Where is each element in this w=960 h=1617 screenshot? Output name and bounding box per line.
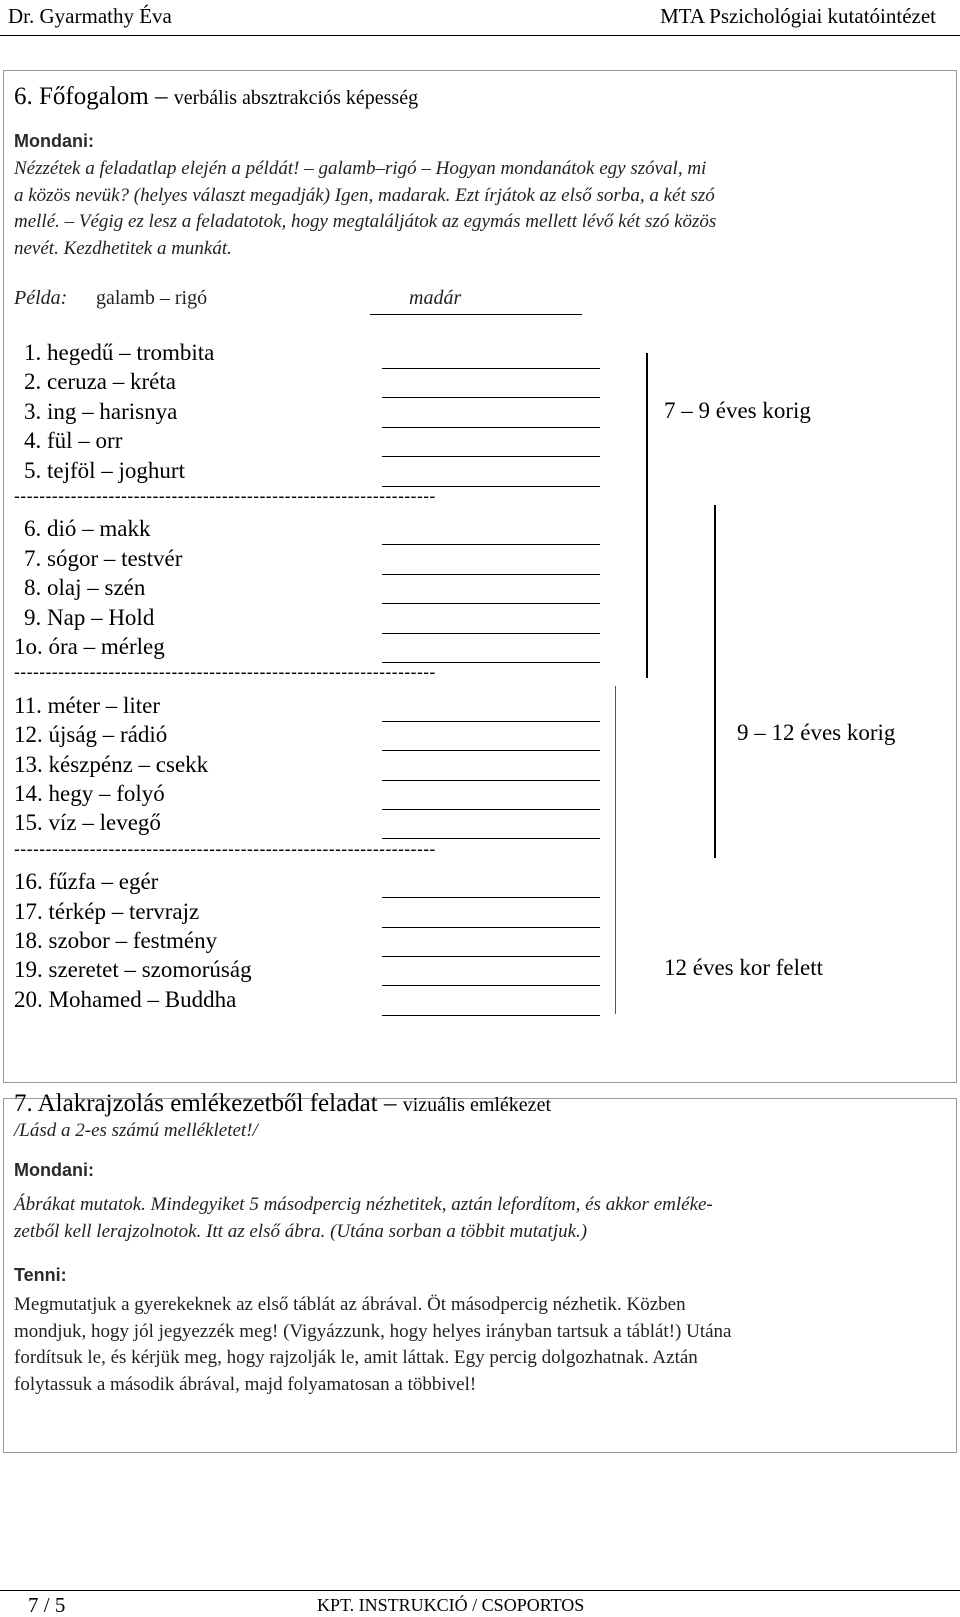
group-separator: -------------------------------------------------------------------: [14, 486, 436, 506]
instruction-line: a közös nevük? (helyes választ megadják) Igen, madarak. Ezt írjátok az első sorba, a két szó: [14, 184, 715, 206]
tenni-line: Megmutatjuk a gyerekeknek az első táblát az ábrával. Öt másodpercig nézhetik. Közben: [14, 1294, 686, 1315]
answer-blank[interactable]: [382, 956, 600, 957]
answer-blank[interactable]: [382, 574, 600, 575]
institution-name: MTA Pszichológiai kutatóintézet: [660, 4, 936, 28]
age-group-label: 7 – 9 éves korig: [664, 398, 811, 423]
section-7-subtitle: vizuális emlékezet: [402, 1094, 551, 1116]
mondani-label: Mondani:: [14, 131, 94, 151]
word-pair-item: 11. méter – liter: [14, 693, 161, 718]
age-group-label: 9 – 12 éves korig: [737, 720, 896, 745]
word-pair-item: 18. szobor – festmény: [14, 928, 218, 953]
attachment-reference: /Lásd a 2-es számú mellékletet!/: [14, 1120, 258, 1141]
answer-blank[interactable]: [382, 721, 600, 722]
section-7-box: [3, 1098, 957, 1453]
word-pair-item: 5. tejföl – joghurt: [24, 458, 185, 483]
instruction-line: Nézzétek a feladatlap elején a példát! – galamb–rigó – Hogyan mondanátok egy szóval, mi: [14, 158, 707, 179]
example-label: Példa:: [14, 287, 68, 309]
answer-blank[interactable]: [382, 368, 600, 369]
word-pair-item: 14. hegy – folyó: [14, 781, 165, 806]
word-pair-item: 12. újság – rádió: [14, 722, 168, 747]
instruction-line: nevét. Kezdhetitek a munkát.: [14, 237, 232, 259]
answer-blank[interactable]: [382, 750, 600, 751]
tenni-line: folytassuk a második ábrával, majd folyamatosan a többivel!: [14, 1373, 477, 1395]
page-number: 7 / 5: [28, 1593, 66, 1617]
age-bracket-line: [615, 686, 616, 1014]
section-7-tenni-text: [14, 1292, 921, 1398]
section-7-mondani-text: [14, 1192, 921, 1245]
answer-blank[interactable]: [382, 1015, 600, 1016]
answer-blank[interactable]: [382, 897, 600, 898]
word-pair-item: 15. víz – levegő: [14, 810, 161, 835]
section-6-subtitle: verbális absztrakciós képesség: [173, 87, 419, 109]
section-6-instructions: [14, 156, 934, 262]
example-answer-line: [370, 314, 582, 315]
word-pair-item: 16. fűzfa – egér: [14, 869, 159, 894]
answer-blank[interactable]: [382, 427, 600, 428]
answer-blank[interactable]: [382, 456, 600, 457]
mondani-line: Ábrákat mutatok. Mindegyiket 5 másodpercig nézhetitek, aztán lefordítom, és akkor emléke-: [14, 1194, 713, 1215]
answer-blank[interactable]: [382, 544, 600, 545]
tenni-label: Tenni:: [14, 1265, 67, 1285]
answer-blank[interactable]: [382, 633, 600, 634]
answer-blank[interactable]: [382, 927, 600, 928]
word-pair-item: 1. hegedű – trombita: [24, 340, 215, 365]
age-bracket-line: [714, 505, 716, 858]
answer-blank[interactable]: [382, 780, 600, 781]
word-pair-item: 4. fül – orr: [24, 428, 123, 453]
answer-blank[interactable]: [382, 397, 600, 398]
word-pair-item: 20. Mohamed – Buddha: [14, 987, 237, 1012]
word-pair-item: 2. ceruza – kréta: [24, 369, 176, 394]
answer-blank[interactable]: [382, 603, 600, 604]
section-6-title: 6. Főfogalom – verbális absztrakciós képesség: [14, 83, 419, 110]
age-bracket-line: [646, 353, 648, 678]
word-pair-item: 19. szeretet – szomorúság: [14, 957, 252, 982]
author-name: Dr. Gyarmathy Éva: [8, 4, 172, 28]
page-footer: [0, 1590, 960, 1617]
document-name: KPT. INSTRUKCIÓ / CSOPORTOS: [317, 1595, 585, 1615]
word-pair-item: 3. ing – harisnya: [24, 399, 178, 424]
tenni-line: mondjuk, hogy jól jegyezzék meg! (Vigyázzunk, hogy helyes irányban tartsuk a táblát!) Utána: [14, 1320, 732, 1342]
answer-blank[interactable]: [382, 985, 600, 986]
word-pair-item: 1o. óra – mérleg: [14, 634, 165, 659]
mondani-line: zetből kell lerajzolnotok. Itt az első ábra. (Utána sorban a többit mutatjuk.): [14, 1220, 588, 1242]
group-separator: -------------------------------------------------------------------: [14, 662, 436, 682]
example-answer: madár: [409, 287, 462, 309]
word-pair-item: 9. Nap – Hold: [24, 605, 155, 630]
tenni-line: fordítsuk le, és kérjük meg, hogy rajzolják le, amit láttak. Egy percig dolgozhatnak. Aztán: [14, 1347, 698, 1368]
example-words: galamb – rigó: [96, 287, 208, 309]
word-pair-item: 13. készpénz – csekk: [14, 752, 209, 777]
group-separator: -------------------------------------------------------------------: [14, 839, 436, 859]
word-pair-item: 17. térkép – tervrajz: [14, 899, 200, 924]
mondani-label: Mondani:: [14, 1160, 94, 1180]
page-header: [0, 4, 960, 36]
word-pair-item: 8. olaj – szén: [24, 575, 146, 600]
age-group-label: 12 éves kor felett: [664, 955, 824, 980]
instruction-line: mellé. – Végig ez lesz a feladatotok, hogy megtaláljátok az egymás mellett lévő két szó közös: [14, 211, 717, 232]
word-pair-item: 7. sógor – testvér: [24, 546, 183, 571]
section-7-title: 7. Alakrajzolás emlékezetből feladat – vizuális emlékezet: [14, 1090, 551, 1117]
answer-blank[interactable]: [382, 809, 600, 810]
word-pair-item: 6. dió – makk: [24, 516, 151, 541]
